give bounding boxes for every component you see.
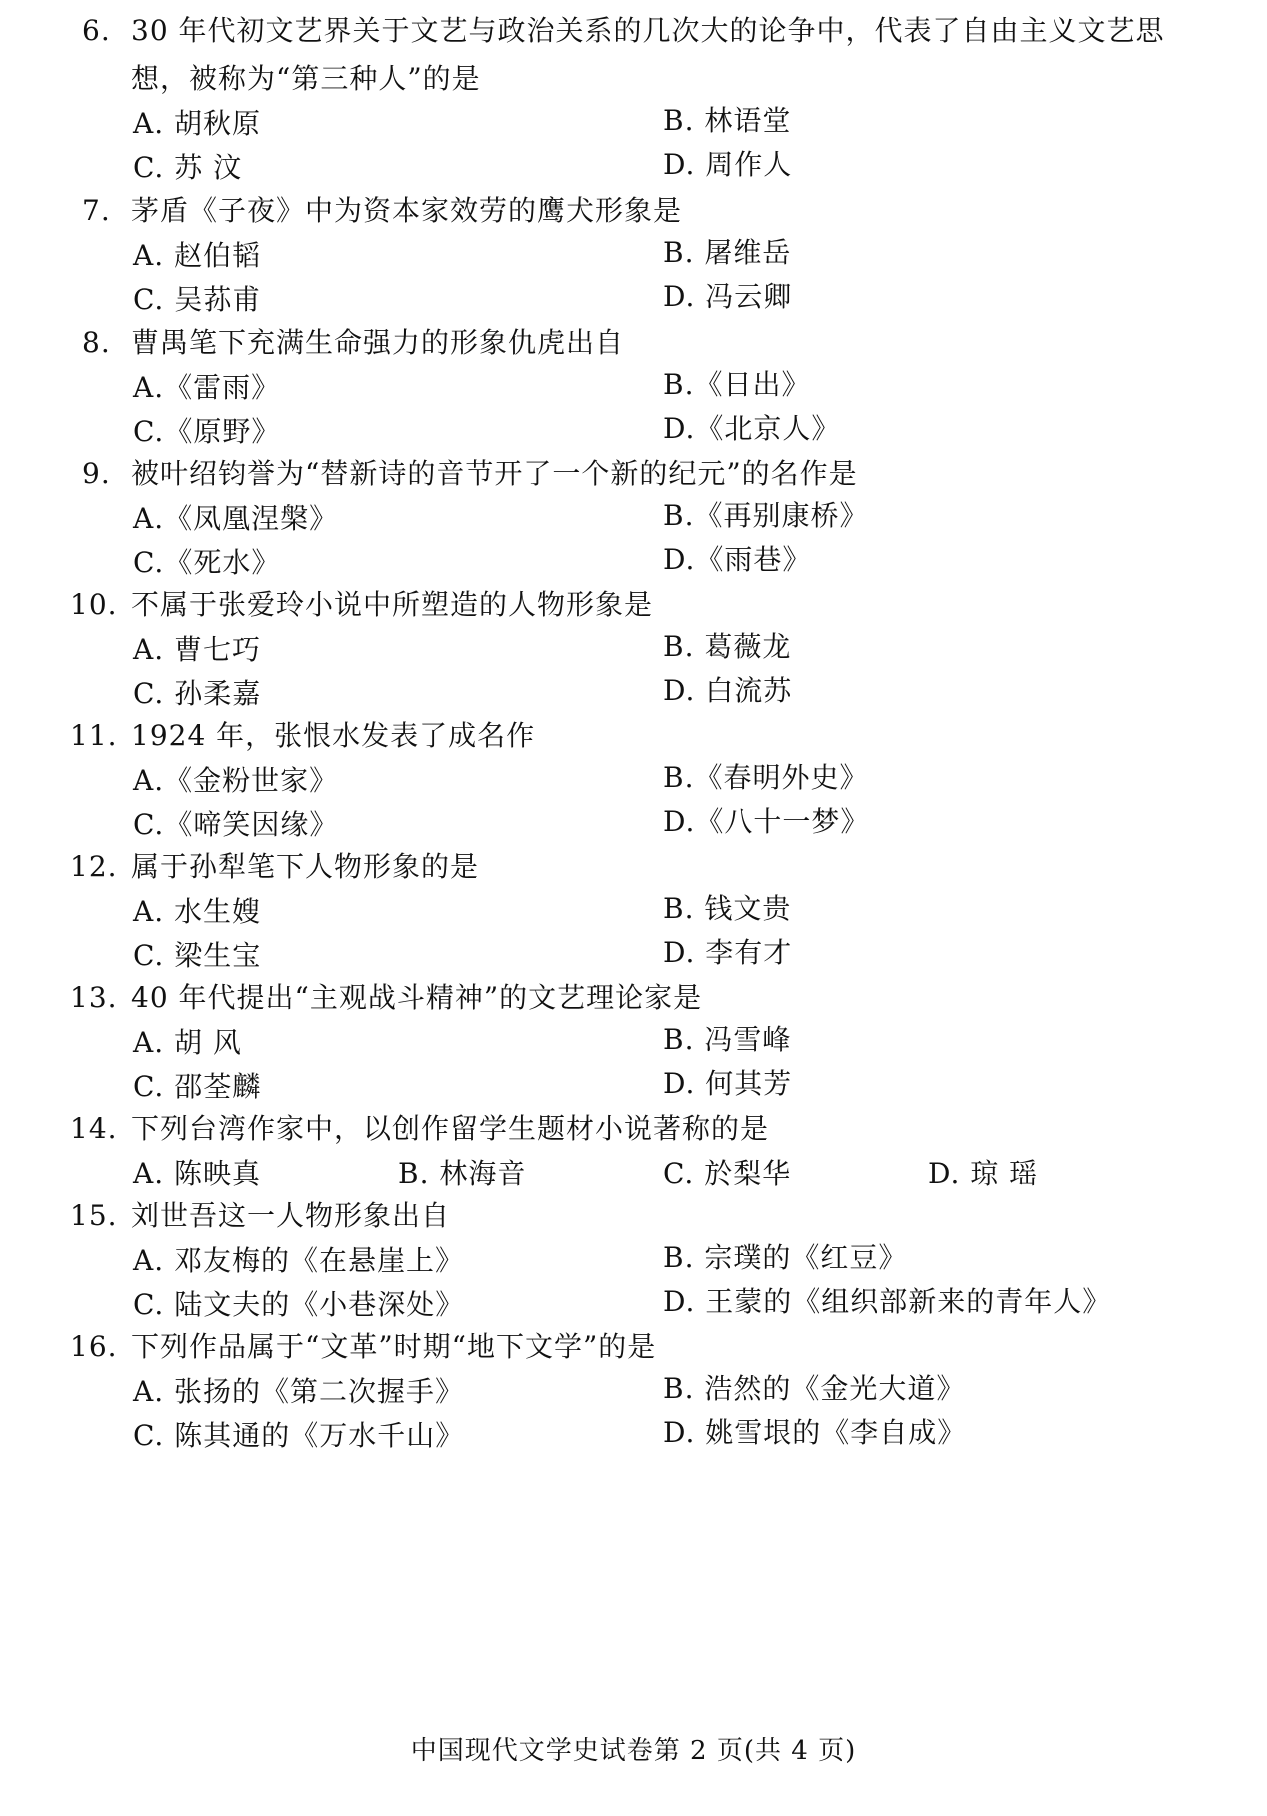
option-d: D. 何其芳 xyxy=(663,1067,793,1100)
option-b: B. 林海音 xyxy=(398,1157,527,1190)
question-text: 曹禺笔下充满生命强力的形象仇虎出自 xyxy=(131,326,625,359)
question-text: 下列台湾作家中，以创作留学生题材小说著称的是 xyxy=(131,1112,770,1145)
option-a: A.《凤凰涅槃》 xyxy=(133,502,339,535)
question-text: 30 年代初文艺界关于文艺与政治关系的几次大的论争中，代表了自由主义文艺思 xyxy=(131,14,1165,47)
question-number: 10. xyxy=(70,588,118,621)
option-b: B. 葛薇龙 xyxy=(663,630,792,663)
option-c: C. 邵荃麟 xyxy=(133,1070,262,1103)
question-text: 属于孙犁笔下人物形象的是 xyxy=(131,850,480,883)
question-text: 下列作品属于“文革”时期“地下文学”的是 xyxy=(131,1330,657,1363)
option-b: B.《日出》 xyxy=(663,368,811,401)
question-number: 14. xyxy=(70,1112,118,1145)
option-d: D.《北京人》 xyxy=(663,412,841,445)
question-number: 6. xyxy=(82,14,111,47)
option-c: C. 苏 汶 xyxy=(133,151,243,184)
option-d: D. 琼 瑶 xyxy=(928,1157,1039,1190)
option-a: A. 赵伯韬 xyxy=(133,239,262,272)
option-c: C.《啼笑因缘》 xyxy=(133,808,339,841)
option-c: C. 陈其通的《万水千山》 xyxy=(133,1419,465,1452)
question-text: 刘世吾这一人物形象出自 xyxy=(131,1199,451,1232)
option-c: C. 陆文夫的《小巷深处》 xyxy=(133,1288,465,1321)
question-number: 11. xyxy=(70,719,118,752)
option-c: C. 梁生宝 xyxy=(133,939,262,972)
option-c: C. 吴荪甫 xyxy=(133,283,262,316)
question-text: 不属于张爱玲小说中所塑造的人物形象是 xyxy=(131,588,654,621)
question-text: 40 年代提出“主观战斗精神”的文艺理论家是 xyxy=(131,981,703,1014)
question-number: 13. xyxy=(70,981,118,1014)
option-d: D. 姚雪垠的《李自成》 xyxy=(663,1416,967,1449)
option-a: A. 胡 风 xyxy=(133,1026,242,1059)
option-b: B.《再别康桥》 xyxy=(663,499,869,532)
option-b: B. 林语堂 xyxy=(663,104,792,137)
option-b: B. 冯雪峰 xyxy=(663,1023,792,1056)
question-number: 16. xyxy=(70,1330,118,1363)
option-d: D. 白流苏 xyxy=(663,674,793,707)
question-number: 9. xyxy=(82,457,111,490)
question-number: 7. xyxy=(82,194,111,227)
option-b: B. 浩然的《金光大道》 xyxy=(663,1372,966,1405)
option-b: B. 宗璞的《红豆》 xyxy=(663,1241,908,1274)
page-footer: 中国现代文学史试卷第 2 页(共 4 页) xyxy=(410,1736,857,1766)
option-d: D. 周作人 xyxy=(663,148,793,181)
option-b: B. 屠维岳 xyxy=(663,236,792,269)
question-text-continued: 想，被称为“第三种人”的是 xyxy=(131,62,481,95)
option-c: C. 於梨华 xyxy=(663,1157,792,1190)
option-a: A. 张扬的《第二次握手》 xyxy=(133,1375,465,1408)
option-c: C.《死水》 xyxy=(133,546,281,579)
question-number: 12. xyxy=(70,850,118,883)
option-a: A.《雷雨》 xyxy=(133,371,281,404)
option-a: A. 陈映真 xyxy=(133,1157,262,1190)
option-a: A. 曹七巧 xyxy=(133,633,262,666)
option-a: A. 胡秋原 xyxy=(133,107,262,140)
question-text: 1924 年，张恨水发表了成名作 xyxy=(131,719,536,752)
option-d: D. 王蒙的《组织部新来的青年人》 xyxy=(663,1285,1112,1318)
option-a: A. 水生嫂 xyxy=(133,895,262,928)
option-c: C. 孙柔嘉 xyxy=(133,677,262,710)
option-c: C.《原野》 xyxy=(133,415,281,448)
question-number: 8. xyxy=(82,326,111,359)
option-d: D.《雨巷》 xyxy=(663,543,812,576)
option-a: A.《金粉世家》 xyxy=(133,764,339,797)
question-text: 茅盾《子夜》中为资本家效劳的鹰犬形象是 xyxy=(131,194,683,227)
option-d: D.《八十一梦》 xyxy=(663,805,870,838)
option-d: D. 李有才 xyxy=(663,936,793,969)
option-a: A. 邓友梅的《在悬崖上》 xyxy=(133,1244,465,1277)
option-b: B. 钱文贵 xyxy=(663,892,792,925)
option-d: D. 冯云卿 xyxy=(663,280,793,313)
option-b: B.《春明外史》 xyxy=(663,761,869,794)
question-number: 15. xyxy=(70,1199,118,1232)
question-text: 被叶绍钧誉为“替新诗的音节开了一个新的纪元”的名作是 xyxy=(131,457,858,490)
